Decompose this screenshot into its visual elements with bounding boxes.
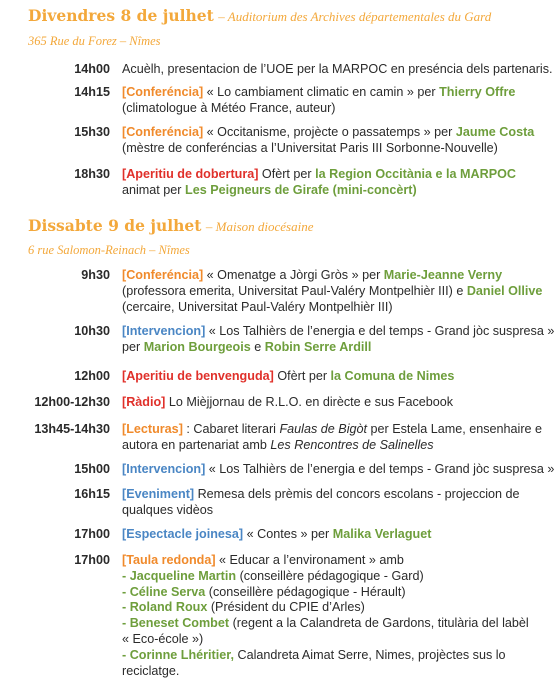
event-line <box>122 600 538 616</box>
event-description <box>122 395 538 411</box>
speaker-name: - Beneset Combet <box>122 616 230 631</box>
event-line <box>122 553 538 569</box>
day2-title: Dissabte 9 de julhet <box>28 216 202 235</box>
event-line <box>122 183 538 199</box>
event-text: « Los Talhièrs de l’energia e del temps - Grand jòc suspresa » <box>205 324 554 338</box>
event-text: per Estela Lame, ensenhaire e <box>367 422 543 436</box>
event-line <box>122 527 538 543</box>
event-text: « Los Talhièrs de l’energia e del temps - Grand jòc suspresa » <box>205 462 554 476</box>
speaker-name: Malika Verlaguet <box>332 527 432 541</box>
speaker-name: Daniel Ollive <box>466 283 543 298</box>
event-time: 10h30 <box>74 324 110 338</box>
event-time: 18h30 <box>74 167 110 181</box>
event-line <box>122 324 554 340</box>
speaker-name: la Region Occitània e la MARPOC <box>315 167 516 181</box>
event-category: [Intervencion] <box>122 462 206 476</box>
event-line <box>122 167 538 183</box>
event-line <box>122 395 538 411</box>
event-line <box>122 422 543 438</box>
speaker-name: Jaume Costa <box>455 125 535 139</box>
event-line <box>122 283 543 300</box>
event-text: « Contes » per <box>243 527 333 541</box>
event-line <box>122 569 538 585</box>
event-line <box>122 125 538 141</box>
event-text: Lo Mièjjornau de R.L.O. en dirècte e sus Facebook <box>165 395 454 409</box>
event-text: reciclatge. <box>122 663 180 678</box>
speaker-name: Les Peigneurs de Girafe (mini-concèrt) <box>185 182 417 197</box>
event-line <box>122 438 538 454</box>
event-line <box>122 141 538 157</box>
event-description <box>122 125 538 157</box>
event-category: [Ràdio] <box>122 395 166 409</box>
event-line <box>122 585 538 601</box>
event-time: 15h30 <box>74 125 110 139</box>
event-text: (mèstre de conferéncias a l’Universitat Paris III Sorbonne-Nouvelle) <box>122 140 498 155</box>
event-description <box>122 487 538 519</box>
event-description <box>122 62 553 78</box>
event-description <box>122 553 538 679</box>
event-text: « Lo cambiament climatic en camin » per <box>203 85 440 99</box>
day1-heading <box>28 6 491 26</box>
event-text: (conseillère pédagogique - Gard) <box>236 568 424 583</box>
event-description <box>122 527 538 543</box>
event-text: Calandreta Aimat Serre, Nimes, projèctes sus lo <box>233 647 506 662</box>
event-time: 16h15 <box>74 487 110 501</box>
speaker-name: Thierry Offre <box>439 85 516 99</box>
event-category: [Conferéncia] <box>122 125 204 139</box>
event-text: Ofèrt per <box>258 167 316 181</box>
event-text: autora en partenariat amb <box>122 437 271 452</box>
day1-title: Divendres 8 de julhet <box>28 6 214 25</box>
event-description <box>122 268 543 315</box>
event-category: [Conferéncia] <box>122 268 204 282</box>
event-line <box>122 268 538 284</box>
day2-heading <box>28 216 313 236</box>
speaker-name: la Comuna de Nimes <box>330 369 455 383</box>
event-text: : Cabaret literari <box>182 422 280 436</box>
speaker-name: - Céline Serva <box>122 584 206 599</box>
event-time: 17h00 <box>74 527 110 541</box>
event-text: Les Rencontres de Salinelles <box>270 437 434 452</box>
event-text: « Eco-école ») <box>122 631 204 646</box>
day2-address: 6 rue Salomon-Reinach – Nîmes <box>28 243 190 257</box>
event-line <box>122 616 538 632</box>
event-category: [Aperitiu de dobertura] <box>122 167 259 181</box>
event-text: (conseillère pédagogique - Hérault) <box>205 584 406 599</box>
event-text: « Occitanisme, projècte o passatemps » per <box>203 125 456 139</box>
event-text: qualques vidèos <box>122 502 214 517</box>
event-text: animat per <box>122 182 185 197</box>
event-category: [Taula redonda] <box>122 553 216 567</box>
event-line <box>122 648 538 664</box>
event-text: (climatologue à Météo France, auteur) <box>122 100 336 115</box>
event-line <box>122 487 538 503</box>
event-line <box>122 369 538 385</box>
event-category: [Aperitiu de benvenguda] <box>122 369 274 383</box>
event-text: (professora emerita, Universitat Paul-Valéry Montpelhièr III) e <box>122 283 467 298</box>
event-line <box>122 340 538 356</box>
speaker-name: Robin Serre Ardill <box>264 339 372 354</box>
day1-address: 365 Rue du Forez – Nîmes <box>28 34 161 48</box>
event-text: Acuèlh, presentacion de l’UOE per la MARPOC en preséncia dels partenaris. <box>122 62 553 76</box>
event-category: [Espectacle joinesa] <box>122 527 244 541</box>
event-description <box>122 462 554 478</box>
event-description <box>122 369 538 385</box>
speaker-name: - Corinne Lhéritier, <box>122 647 234 662</box>
event-text: (Président du CPIE d’Arles) <box>207 600 365 615</box>
event-line <box>122 300 538 316</box>
day1-venue: – Auditorium des Archives départementales du Gard <box>218 9 492 24</box>
event-line <box>122 462 554 478</box>
event-text: « Educar a l’environament » amb <box>215 553 404 567</box>
event-text: (cercaire, Universitat Paul-Valéry Montpelhièr III) <box>122 299 393 314</box>
event-time: 13h45-14h30 <box>34 422 110 436</box>
event-description <box>122 85 538 117</box>
speaker-name: - Roland Roux <box>122 600 208 615</box>
event-time: 17h00 <box>74 553 110 567</box>
event-time: 12h00-12h30 <box>34 395 110 409</box>
event-description <box>122 422 543 454</box>
speaker-name: Marie-Jeanne Verny <box>383 268 503 282</box>
event-text: e <box>250 339 265 354</box>
event-time: 15h00 <box>74 462 110 476</box>
event-line <box>122 101 538 117</box>
event-line <box>122 664 538 680</box>
event-time: 14h00 <box>74 62 110 76</box>
speaker-name: - Jacqueline Martin <box>122 568 237 583</box>
event-time: 12h00 <box>74 369 110 383</box>
event-line <box>122 503 538 519</box>
day2-venue: – Maison diocésaine <box>205 219 314 234</box>
event-text: Remesa dels prèmis del concors escolans - projeccion de <box>194 487 520 501</box>
event-text: « Omenatge a Jòrgi Gròs » per <box>203 268 384 282</box>
event-description <box>122 167 538 199</box>
event-time: 9h30 <box>81 268 110 282</box>
event-category: [Eveniment] <box>122 487 195 501</box>
event-text: Ofèrt per <box>273 369 331 383</box>
event-line <box>122 85 538 101</box>
event-line <box>122 632 538 648</box>
event-text: (regent a la Calandreta de Gardons, titulària del labèl <box>229 616 529 631</box>
event-text: Faulas de Bigòt <box>279 422 367 436</box>
event-category: [Conferéncia] <box>122 85 204 99</box>
event-line <box>122 62 553 78</box>
event-text: per <box>122 339 144 354</box>
event-time: 14h15 <box>74 85 110 99</box>
speaker-name: Marion Bourgeois <box>143 339 251 354</box>
event-category: [Intervencion] <box>122 324 206 338</box>
event-category: [Lecturas] <box>122 422 183 436</box>
event-description <box>122 324 554 356</box>
